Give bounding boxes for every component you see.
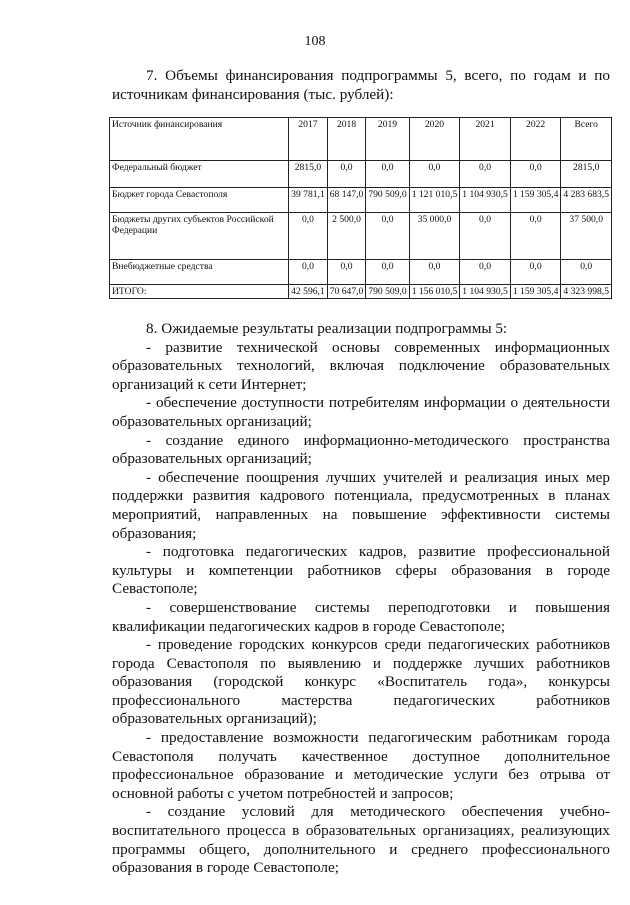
list-item: - развитие технической основы современных информационных образовательных технологий, включая подключение образовательных организаций к сети Интернет; xyxy=(112,338,610,393)
funding-table xyxy=(109,117,612,299)
table-cell: 2815,0 xyxy=(289,161,328,188)
table-cell: 2 500,0 xyxy=(327,213,366,260)
table-cell: 70 647,0 xyxy=(327,285,366,299)
table-cell: 42 596,1 xyxy=(289,285,328,299)
table-cell: 0,0 xyxy=(460,260,511,285)
table-cell: 0,0 xyxy=(409,260,460,285)
table-cell: 0,0 xyxy=(460,213,511,260)
section-8 xyxy=(112,320,610,878)
table-cell: 0,0 xyxy=(460,161,511,188)
table-cell: 39 781,1 xyxy=(289,188,328,213)
header-2018: 2018 xyxy=(327,118,366,161)
header-2020: 2020 xyxy=(409,118,460,161)
table-cell: 1 159 305,4 xyxy=(510,188,561,213)
list-item: - создание условий для методического обеспечения учебно-воспитательного процесса в образовательных организациях, реализующих программы общего, дополнительного и среднего профессионального образования в городе Севастополе; xyxy=(112,803,610,877)
table-cell: 68 147,0 xyxy=(327,188,366,213)
table-cell: Внебюджетные средства xyxy=(110,260,289,285)
header-source: Источник финансирования xyxy=(110,118,289,161)
header-2019: 2019 xyxy=(366,118,409,161)
list-item: - обеспечение доступности потребителям информации о деятельности образовательных организаций; xyxy=(112,394,610,430)
header-2021: 2021 xyxy=(460,118,511,161)
header-2017: 2017 xyxy=(289,118,328,161)
table-cell: 790 509,0 xyxy=(366,188,409,213)
table-row xyxy=(110,213,612,260)
table-cell: Федеральный бюджет xyxy=(110,161,289,188)
table-cell: 4 283 683,5 xyxy=(561,188,612,213)
table-cell: 0,0 xyxy=(510,260,561,285)
table-cell: 1 104 930,5 xyxy=(460,285,511,299)
section-7 xyxy=(112,66,610,104)
table-cell: 0,0 xyxy=(289,213,328,260)
expected-results-list xyxy=(112,339,610,878)
table-cell: Бюджет города Севастополя xyxy=(110,188,289,213)
table-row xyxy=(110,188,612,213)
table-cell: 0,0 xyxy=(409,161,460,188)
header-2022: 2022 xyxy=(510,118,561,161)
table-cell: 0,0 xyxy=(561,260,612,285)
list-item: - подготовка педагогических кадров, развитие профессиональной культуры и компетенции работников сферы образования в городе Севастополе; xyxy=(112,543,610,598)
list-item: - обеспечение поощрения лучших учителей и реализация иных мер поддержки развития кадрового потенциала, предусмотренных в планах мероприятий, направленных на повышение эффективности системы образования; xyxy=(112,468,610,542)
section-7-text: 7. Объемы финансирования подпрограммы 5, всего, по годам и по источникам финансирования (тыс. рублей): xyxy=(112,67,610,103)
table-cell: 0,0 xyxy=(327,161,366,188)
list-item: - совершенствование системы переподготовки и повышения квалификации педагогических кадров в городе Севастополе; xyxy=(112,598,610,635)
table-row xyxy=(110,260,612,285)
table-cell: 0,0 xyxy=(366,213,409,260)
table-cell: 2815,0 xyxy=(561,161,612,188)
page-number: 108 xyxy=(304,34,326,49)
table-cell: 0,0 xyxy=(327,260,366,285)
table-cell: 35 000,0 xyxy=(409,213,460,260)
section-8-heading: 8. Ожидаемые результаты реализации подпрограммы 5: xyxy=(146,320,508,337)
table-cell: 1 121 010,5 xyxy=(409,188,460,213)
table-cell: 0,0 xyxy=(510,213,561,260)
list-item: - создание единого информационно-методического пространства образовательных организаций; xyxy=(112,431,610,468)
table-cell: 37 500,0 xyxy=(561,213,612,260)
table-cell: 1 159 305,4 xyxy=(510,285,561,299)
list-item: - предоставление возможности педагогическим работникам города Севастополя получать качественное доступное дополнительное профессиональное образование и методические услуги без отрыва от основной работы с учетом потребностей и запросов; xyxy=(112,729,610,802)
table-cell: 1 156 010,5 xyxy=(409,285,460,299)
table-cell: 0,0 xyxy=(510,161,561,188)
header-total: Всего xyxy=(561,118,612,161)
table-cell: ИТОГО: xyxy=(110,285,289,299)
table-row xyxy=(110,161,612,188)
list-item: - проведение городских конкурсов среди педагогических работников города Севастополя по выявлению и поддержке лучших работников образования (городской конкурс «Воспитатель года», конкурсы профессионального мастерства педагогических работников образовательных организаций); xyxy=(112,636,610,728)
table-cell: 0,0 xyxy=(366,260,409,285)
table-cell: 0,0 xyxy=(289,260,328,285)
table-cell: Бюджеты других субъектов Российской Федерации xyxy=(110,213,289,260)
table-cell: 0,0 xyxy=(366,161,409,188)
table-header-row xyxy=(110,118,612,161)
table-cell: 1 104 930,5 xyxy=(460,188,511,213)
table-cell: 4 323 998,5 xyxy=(561,285,612,299)
table-cell: 790 509,0 xyxy=(366,285,409,299)
table-total-row xyxy=(110,285,612,299)
